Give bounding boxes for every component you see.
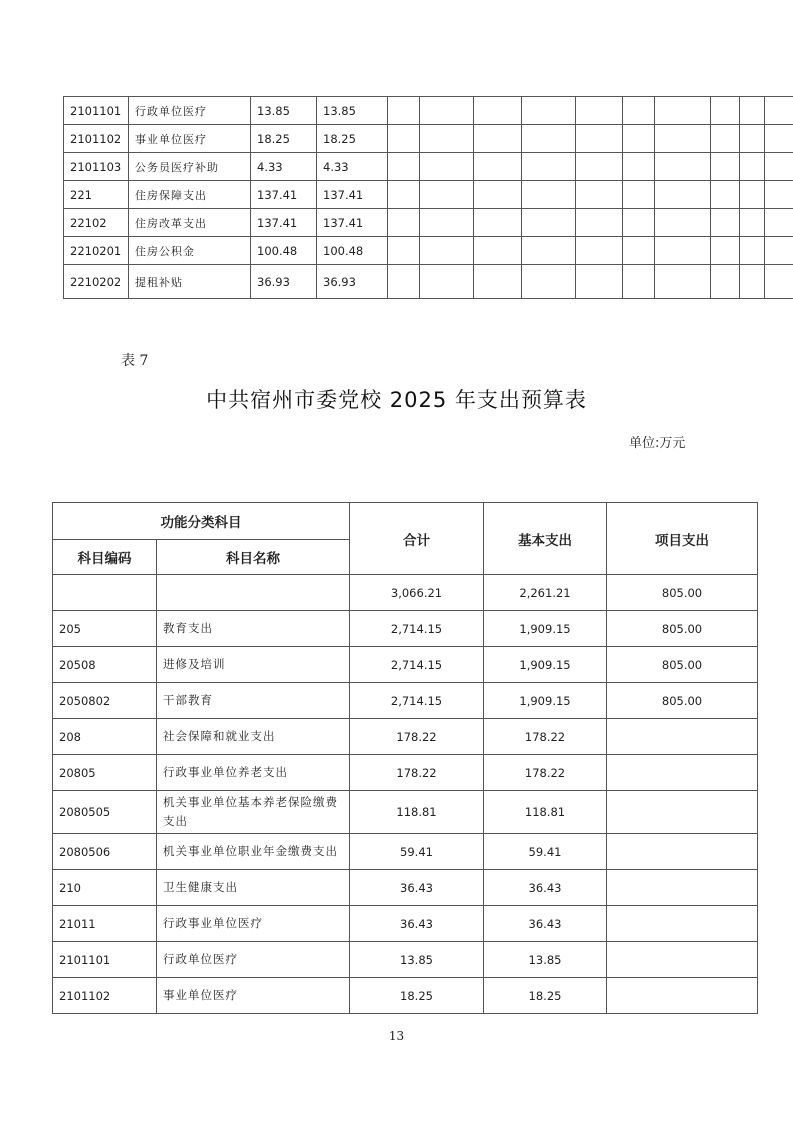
cell-total: 36.43 <box>350 870 484 906</box>
cell-v1: 36.93 <box>251 265 317 299</box>
table-number: 表 7 <box>121 353 149 369</box>
cell-name: 机关事业单位基本养老保险缴费支出 <box>157 791 350 834</box>
continued-table <box>63 96 793 299</box>
cell-project <box>607 942 758 978</box>
cell-empty <box>474 265 522 299</box>
cell-name: 公务员医疗补助 <box>129 153 251 181</box>
cell-code: 205 <box>53 611 157 647</box>
table-row <box>53 719 758 755</box>
cell-empty <box>522 97 576 125</box>
cell-empty <box>711 237 740 265</box>
cell-v2: 36.93 <box>317 265 388 299</box>
table-row <box>53 870 758 906</box>
cell-basic: 178.22 <box>484 755 607 791</box>
cell-project <box>607 978 758 1014</box>
cell-empty <box>711 153 740 181</box>
cell-empty <box>420 97 474 125</box>
table-row <box>53 791 758 834</box>
cell-project <box>607 755 758 791</box>
cell-empty <box>522 237 576 265</box>
cell-empty <box>623 97 655 125</box>
table-row <box>64 181 793 209</box>
cell-empty <box>388 153 420 181</box>
table-row <box>64 265 793 299</box>
cell-total: 2,714.15 <box>350 611 484 647</box>
cell-empty <box>655 97 711 125</box>
cell-empty <box>420 125 474 153</box>
cell-empty <box>388 125 420 153</box>
cell-empty <box>388 237 420 265</box>
header-basic: 基本支出 <box>484 503 607 575</box>
cell-code: 2101101 <box>53 942 157 978</box>
cell-v2: 100.48 <box>317 237 388 265</box>
cell-name: 住房公积金 <box>129 237 251 265</box>
cell-empty <box>420 209 474 237</box>
cell-empty <box>711 181 740 209</box>
table-row <box>64 237 793 265</box>
cell-code: 2210201 <box>64 237 129 265</box>
cell-empty <box>420 181 474 209</box>
cell-project: 805.00 <box>607 575 758 611</box>
header-name: 科目名称 <box>157 540 350 575</box>
cell-empty <box>522 125 576 153</box>
cell-name: 住房改革支出 <box>129 209 251 237</box>
table-row <box>64 209 793 237</box>
cell-name: 机关事业单位职业年金缴费支出 <box>157 834 350 870</box>
cell-empty <box>388 265 420 299</box>
cell-empty <box>740 237 765 265</box>
cell-empty <box>740 209 765 237</box>
cell-project <box>607 906 758 942</box>
cell-v2: 137.41 <box>317 181 388 209</box>
cell-basic: 1,909.15 <box>484 647 607 683</box>
cell-empty <box>711 125 740 153</box>
cell-empty <box>576 153 623 181</box>
cell-empty <box>740 265 765 299</box>
cell-code <box>53 575 157 611</box>
cell-basic: 59.41 <box>484 834 607 870</box>
cell-v1: 18.25 <box>251 125 317 153</box>
cell-empty <box>765 209 793 237</box>
table-row <box>53 942 758 978</box>
table-row <box>53 647 758 683</box>
cell-empty <box>765 265 793 299</box>
page-number: 13 <box>388 1029 405 1043</box>
cell-code: 2050802 <box>53 683 157 719</box>
cell-project: 805.00 <box>607 683 758 719</box>
cell-code: 2101103 <box>64 153 129 181</box>
cell-empty <box>522 265 576 299</box>
cell-name <box>157 575 350 611</box>
cell-v1: 137.41 <box>251 181 317 209</box>
cell-empty <box>522 153 576 181</box>
cell-v1: 137.41 <box>251 209 317 237</box>
table-row <box>53 611 758 647</box>
header-code: 科目编码 <box>53 540 157 575</box>
cell-name: 事业单位医疗 <box>157 978 350 1014</box>
header-total: 合计 <box>350 503 484 575</box>
cell-basic: 1,909.15 <box>484 683 607 719</box>
cell-empty <box>655 209 711 237</box>
cell-empty <box>655 237 711 265</box>
header-project: 项目支出 <box>607 503 758 575</box>
cell-name: 卫生健康支出 <box>157 870 350 906</box>
cell-code: 2210202 <box>64 265 129 299</box>
cell-v1: 13.85 <box>251 97 317 125</box>
table-row <box>64 125 793 153</box>
cell-empty <box>765 237 793 265</box>
cell-name: 行政单位医疗 <box>157 942 350 978</box>
cell-basic: 18.25 <box>484 978 607 1014</box>
cell-empty <box>765 181 793 209</box>
cell-project: 805.00 <box>607 611 758 647</box>
cell-code: 221 <box>64 181 129 209</box>
cell-empty <box>711 265 740 299</box>
cell-empty <box>420 237 474 265</box>
table-row <box>53 575 758 611</box>
table-row <box>64 97 793 125</box>
cell-basic: 36.43 <box>484 906 607 942</box>
table-row <box>53 755 758 791</box>
cell-empty <box>623 153 655 181</box>
table-row <box>53 834 758 870</box>
cell-empty <box>711 97 740 125</box>
cell-name: 行政单位医疗 <box>129 97 251 125</box>
cell-empty <box>474 153 522 181</box>
cell-name: 行政事业单位养老支出 <box>157 755 350 791</box>
cell-v2: 18.25 <box>317 125 388 153</box>
table-row <box>53 978 758 1014</box>
cell-basic: 13.85 <box>484 942 607 978</box>
cell-code: 2101102 <box>64 125 129 153</box>
cell-empty <box>623 237 655 265</box>
cell-empty <box>576 125 623 153</box>
cell-project <box>607 870 758 906</box>
cell-basic: 118.81 <box>484 791 607 834</box>
cell-project <box>607 719 758 755</box>
cell-total: 36.43 <box>350 906 484 942</box>
cell-empty <box>765 153 793 181</box>
cell-empty <box>623 125 655 153</box>
cell-empty <box>388 209 420 237</box>
cell-empty <box>474 97 522 125</box>
cell-empty <box>522 181 576 209</box>
cell-code: 2080506 <box>53 834 157 870</box>
cell-empty <box>655 265 711 299</box>
cell-empty <box>765 97 793 125</box>
cell-total: 2,714.15 <box>350 647 484 683</box>
cell-total: 13.85 <box>350 942 484 978</box>
cell-basic: 2,261.21 <box>484 575 607 611</box>
cell-name: 教育支出 <box>157 611 350 647</box>
cell-empty <box>576 209 623 237</box>
cell-empty <box>522 209 576 237</box>
cell-name: 社会保障和就业支出 <box>157 719 350 755</box>
cell-basic: 178.22 <box>484 719 607 755</box>
cell-name: 住房保障支出 <box>129 181 251 209</box>
cell-empty <box>388 97 420 125</box>
cell-basic: 1,909.15 <box>484 611 607 647</box>
cell-code: 208 <box>53 719 157 755</box>
cell-empty <box>474 237 522 265</box>
cell-empty <box>623 265 655 299</box>
cell-total: 3,066.21 <box>350 575 484 611</box>
cell-empty <box>655 153 711 181</box>
table-row <box>64 153 793 181</box>
cell-code: 2080505 <box>53 791 157 834</box>
cell-code: 2101101 <box>64 97 129 125</box>
cell-v1: 4.33 <box>251 153 317 181</box>
cell-total: 18.25 <box>350 978 484 1014</box>
cell-total: 2,714.15 <box>350 683 484 719</box>
cell-empty <box>623 209 655 237</box>
cell-empty <box>765 125 793 153</box>
cell-project: 805.00 <box>607 647 758 683</box>
cell-v2: 137.41 <box>317 209 388 237</box>
cell-v1: 100.48 <box>251 237 317 265</box>
cell-empty <box>420 265 474 299</box>
cell-empty <box>740 181 765 209</box>
cell-empty <box>576 265 623 299</box>
cell-empty <box>740 97 765 125</box>
cell-project <box>607 834 758 870</box>
cell-empty <box>474 209 522 237</box>
cell-name: 事业单位医疗 <box>129 125 251 153</box>
cell-empty <box>576 237 623 265</box>
cell-empty <box>474 181 522 209</box>
cell-name: 进修及培训 <box>157 647 350 683</box>
cell-empty <box>740 125 765 153</box>
cell-code: 21011 <box>53 906 157 942</box>
cell-empty <box>576 181 623 209</box>
cell-code: 20508 <box>53 647 157 683</box>
cell-basic: 36.43 <box>484 870 607 906</box>
header-category: 功能分类科目 <box>53 503 350 540</box>
cell-empty <box>576 97 623 125</box>
cell-code: 2101102 <box>53 978 157 1014</box>
cell-empty <box>388 181 420 209</box>
cell-empty <box>740 153 765 181</box>
page-title: 中共宿州市委党校 2025 年支出预算表 <box>206 388 587 412</box>
cell-code: 22102 <box>64 209 129 237</box>
cell-code: 210 <box>53 870 157 906</box>
cell-name: 提租补贴 <box>129 265 251 299</box>
cell-v2: 13.85 <box>317 97 388 125</box>
cell-total: 118.81 <box>350 791 484 834</box>
cell-empty <box>711 209 740 237</box>
expenditure-budget-table <box>52 502 758 1014</box>
cell-empty <box>474 125 522 153</box>
cell-total: 178.22 <box>350 719 484 755</box>
cell-total: 59.41 <box>350 834 484 870</box>
table-row <box>53 906 758 942</box>
cell-project <box>607 791 758 834</box>
cell-v2: 4.33 <box>317 153 388 181</box>
cell-empty <box>655 125 711 153</box>
cell-empty <box>655 181 711 209</box>
cell-name: 行政事业单位医疗 <box>157 906 350 942</box>
unit-label: 单位:万元 <box>629 436 686 451</box>
cell-empty <box>420 153 474 181</box>
cell-name: 干部教育 <box>157 683 350 719</box>
cell-code: 20805 <box>53 755 157 791</box>
table-row <box>53 683 758 719</box>
cell-total: 178.22 <box>350 755 484 791</box>
cell-empty <box>623 181 655 209</box>
